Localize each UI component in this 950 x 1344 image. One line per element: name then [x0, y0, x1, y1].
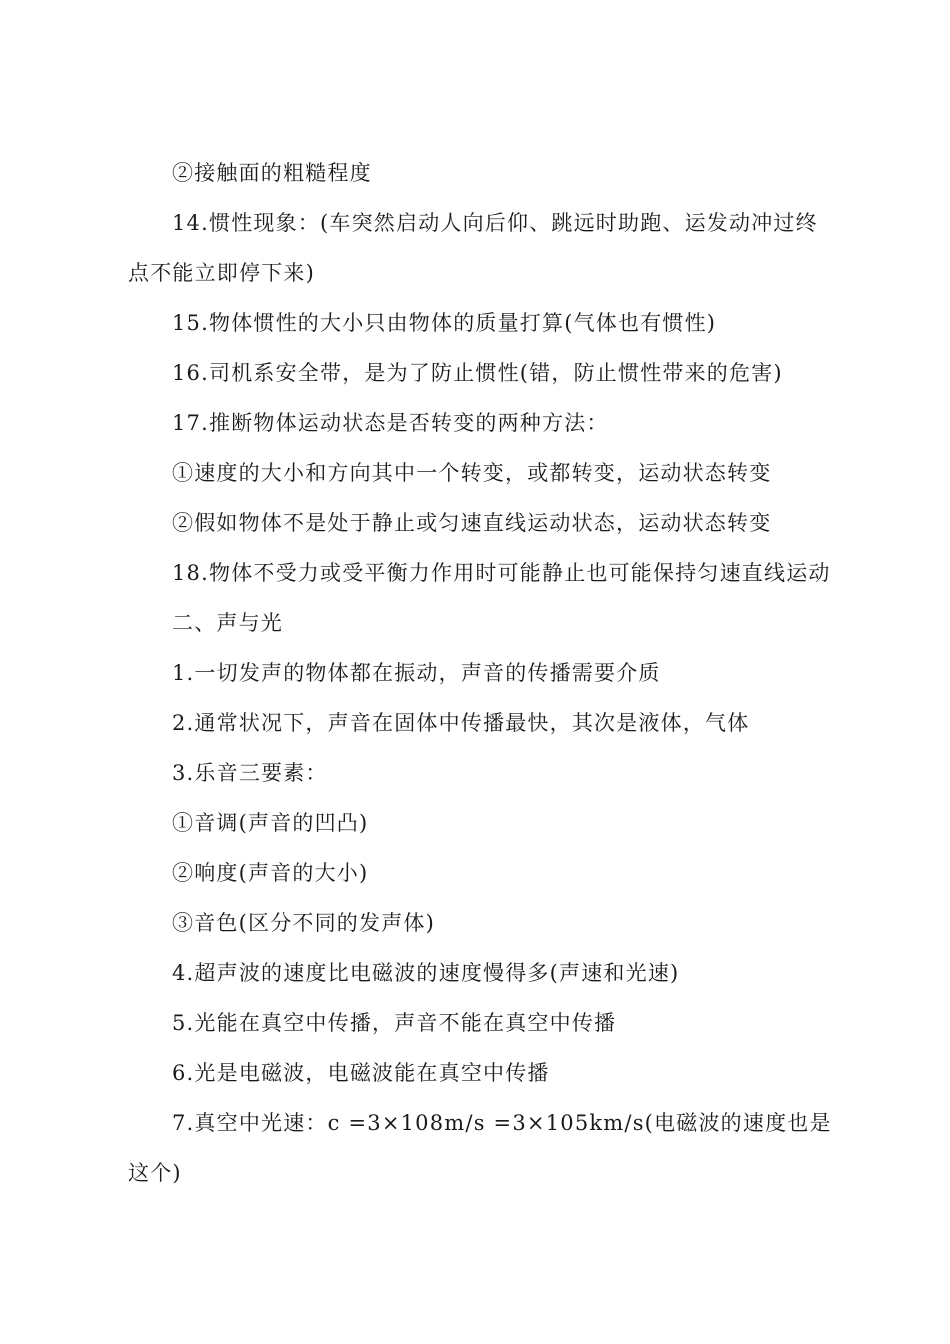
paragraph-balanced-force: 18.物体不受力或受平衡力作用时可能静止也可能保持匀速直线运动 — [172, 561, 831, 585]
paragraph-inertia-mass: 15.物体惯性的大小只由物体的质量打算(气体也有惯性) — [172, 311, 717, 335]
paragraph-music-elements: 3.乐音三要素： — [172, 761, 328, 785]
paragraph-method-two: ②假如物体不是处于静止或匀速直线运动状态，运动状态转变 — [172, 511, 772, 535]
paragraph-ultrasound-speed: 4.超声波的速度比电磁波的速度慢得多(声速和光速) — [172, 961, 680, 985]
paragraph-loudness: ②响度(声音的大小) — [172, 861, 369, 885]
paragraph-method-one: ①速度的大小和方向其中一个转变，或都转变，运动状态转变 — [172, 461, 772, 485]
paragraph-motion-state-methods: 17.推断物体运动状态是否转变的两种方法： — [172, 411, 609, 435]
paragraph-light-em-wave: 6.光是电磁波，电磁波能在真空中传播 — [172, 1061, 550, 1085]
paragraph-light-vacuum: 5.光能在真空中传播，声音不能在真空中传播 — [172, 1011, 617, 1035]
paragraph-timbre: ③音色(区分不同的发声体) — [172, 911, 435, 935]
paragraph-pitch: ①音调(声音的凹凸) — [172, 811, 369, 835]
section-heading-sound-light: 二、声与光 — [172, 611, 283, 635]
paragraph-inertia-phenomena: 14.惯性现象：(车突然启动人向后仰、跳远时助跑、运发动冲过终点不能立即停下来) — [128, 211, 818, 285]
paragraph-sound-vibration: 1.一切发声的物体都在振动，声音的传播需要介质 — [172, 661, 661, 685]
document-body — [128, 148, 834, 1198]
paragraph-seatbelt: 16.司机系安全带，是为了防止惯性(错，防止惯性带来的危害) — [172, 361, 783, 385]
paragraph-light-speed: 7.真空中光速：c =3×108m/s =3×105km/s(电磁波的速度也是这个) — [128, 1111, 832, 1185]
paragraph-friction-surface: ②接触面的粗糙程度 — [172, 161, 372, 185]
paragraph-sound-speed-media: 2.通常状况下，声音在固体中传播最快，其次是液体，气体 — [172, 711, 750, 735]
